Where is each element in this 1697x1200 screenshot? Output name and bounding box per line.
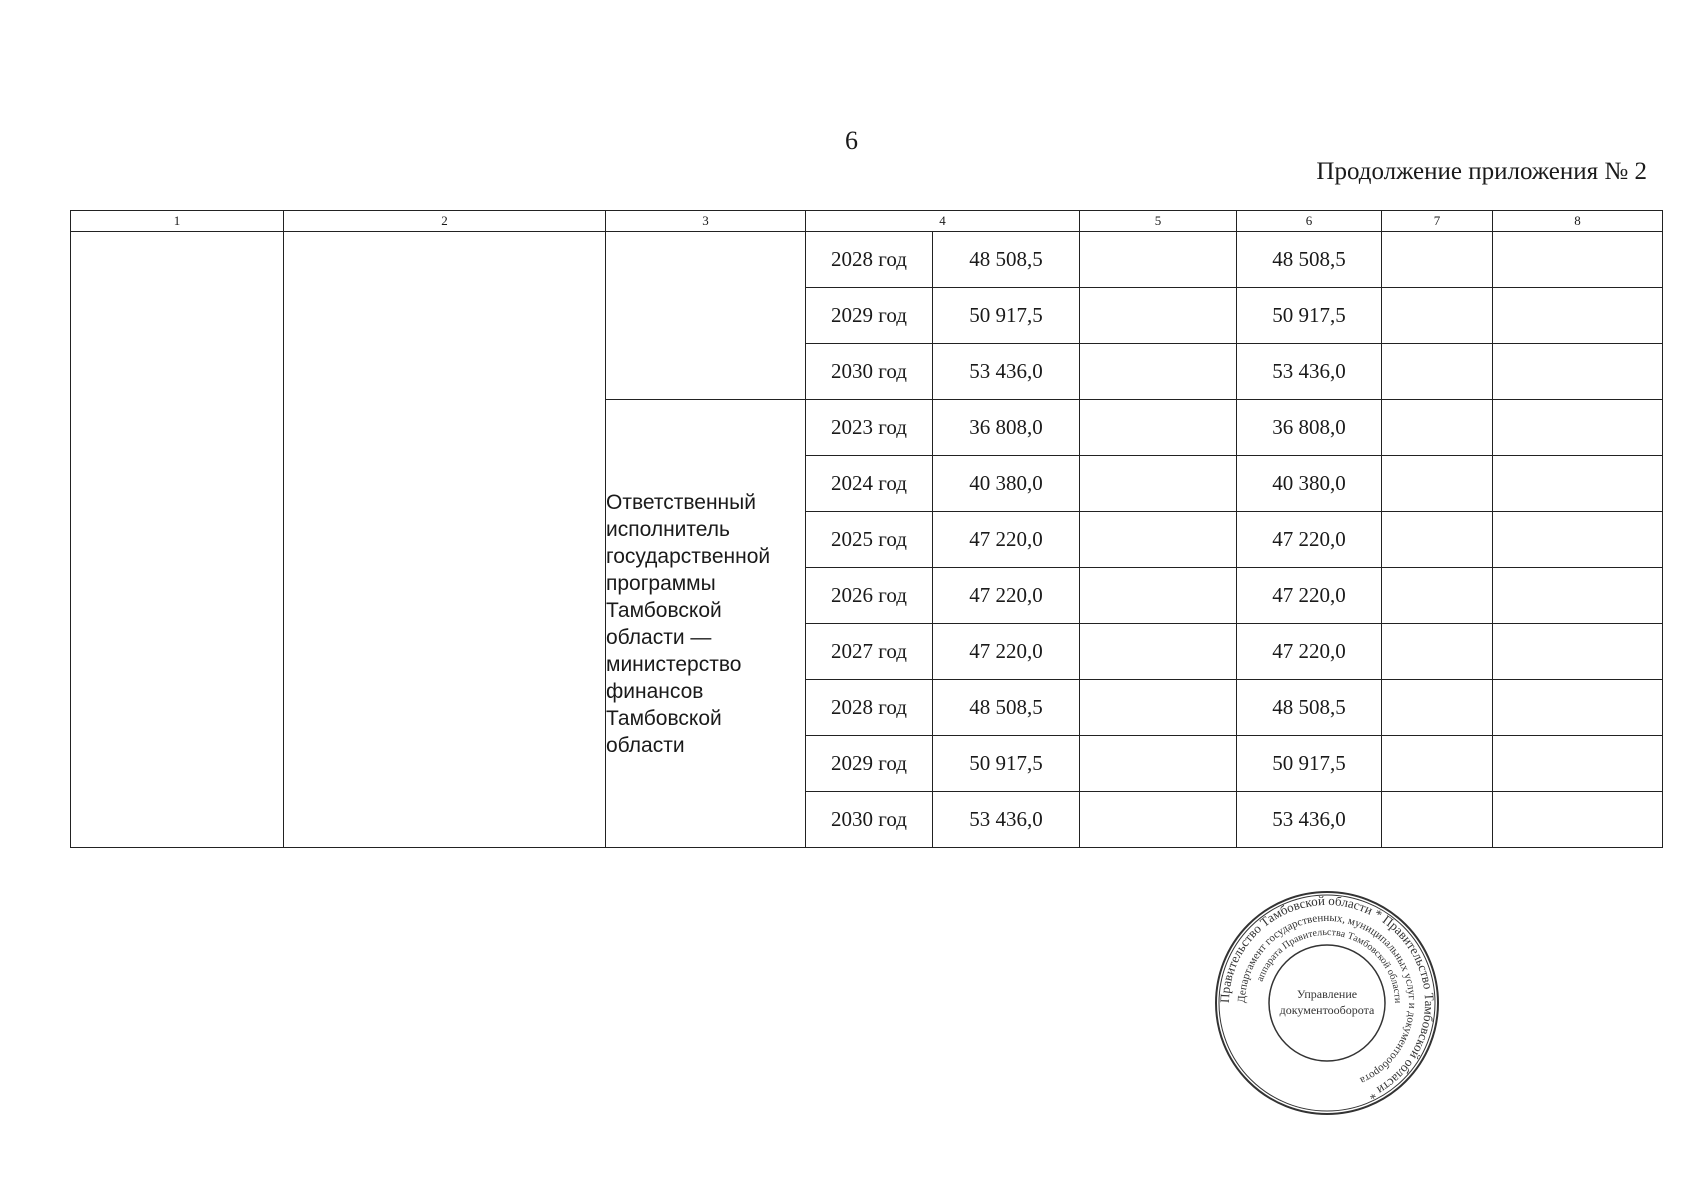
col6-cell: 50 917,5 (1237, 736, 1382, 792)
header-col-7: 7 (1382, 211, 1493, 232)
seal-outer-text: Правительство Тамбовской области * Правительство Тамбовской области * (1216, 892, 1438, 1104)
col5-cell (1080, 512, 1237, 568)
header-col-5: 5 (1080, 211, 1237, 232)
col5-cell (1080, 568, 1237, 624)
total-cell: 47 220,0 (933, 512, 1080, 568)
col5-cell (1080, 624, 1237, 680)
col5-cell (1080, 736, 1237, 792)
col7-cell (1382, 344, 1493, 400)
total-cell: 47 220,0 (933, 624, 1080, 680)
col7-cell (1382, 456, 1493, 512)
seal-inner-text: аппарата Правительства Тамбовской области (1254, 926, 1404, 1004)
header-col-1: 1 (71, 211, 284, 232)
year-cell: 2028 год (806, 680, 933, 736)
col8-cell (1493, 568, 1663, 624)
total-cell: 40 380,0 (933, 456, 1080, 512)
col8-cell (1493, 792, 1663, 848)
col8-cell (1493, 736, 1663, 792)
col8-cell (1493, 624, 1663, 680)
col7-cell (1382, 568, 1493, 624)
total-cell: 53 436,0 (933, 344, 1080, 400)
col7-cell (1382, 792, 1493, 848)
year-cell: 2030 год (806, 792, 933, 848)
year-cell: 2029 год (806, 288, 933, 344)
responsible-executor-cell: Ответственный исполнитель государственной программы Тамбовской области — министерство финансов Тамбовской области (606, 400, 806, 848)
header-col-4: 4 (806, 211, 1080, 232)
col7-cell (1382, 232, 1493, 288)
year-cell: 2024 год (806, 456, 933, 512)
col6-cell: 53 436,0 (1237, 792, 1382, 848)
total-cell: 36 808,0 (933, 400, 1080, 456)
continuation-title: Продолжение приложения № 2 (1316, 158, 1647, 185)
col2-cell (284, 232, 606, 848)
col3-empty-cell (606, 232, 806, 400)
year-cell: 2029 год (806, 736, 933, 792)
year-cell: 2028 год (806, 232, 933, 288)
col7-cell (1382, 736, 1493, 792)
header-col-6: 6 (1237, 211, 1382, 232)
col8-cell (1493, 680, 1663, 736)
header-col-3: 3 (606, 211, 806, 232)
year-cell: 2027 год (806, 624, 933, 680)
year-cell: 2030 год (806, 344, 933, 400)
col6-cell: 40 380,0 (1237, 456, 1382, 512)
col7-cell (1382, 680, 1493, 736)
col6-cell: 53 436,0 (1237, 344, 1382, 400)
col1-cell (71, 232, 284, 848)
col5-cell (1080, 288, 1237, 344)
year-cell: 2026 год (806, 568, 933, 624)
year-cell: 2023 год (806, 400, 933, 456)
col8-cell (1493, 344, 1663, 400)
col5-cell (1080, 456, 1237, 512)
col6-cell: 47 220,0 (1237, 624, 1382, 680)
header-col-2: 2 (284, 211, 606, 232)
col8-cell (1493, 288, 1663, 344)
col5-cell (1080, 792, 1237, 848)
col7-cell (1382, 288, 1493, 344)
col8-cell (1493, 232, 1663, 288)
col7-cell (1382, 624, 1493, 680)
col8-cell (1493, 512, 1663, 568)
year-cell: 2025 год (806, 512, 933, 568)
total-cell: 50 917,5 (933, 288, 1080, 344)
col5-cell (1080, 232, 1237, 288)
total-cell: 48 508,5 (933, 680, 1080, 736)
col8-cell (1493, 456, 1663, 512)
total-cell: 50 917,5 (933, 736, 1080, 792)
seal-center-line2: документооборота (1279, 1003, 1375, 1017)
total-cell: 53 436,0 (933, 792, 1080, 848)
total-cell: 47 220,0 (933, 568, 1080, 624)
col7-cell (1382, 512, 1493, 568)
col5-cell (1080, 344, 1237, 400)
col6-cell: 48 508,5 (1237, 680, 1382, 736)
header-col-8: 8 (1493, 211, 1663, 232)
page-number: 6 (845, 126, 858, 155)
seal-center-line1: Управление (1296, 987, 1358, 1001)
table-row (71, 232, 1663, 288)
col6-cell: 50 917,5 (1237, 288, 1382, 344)
col6-cell: 36 808,0 (1237, 400, 1382, 456)
col7-cell (1382, 400, 1493, 456)
col5-cell (1080, 400, 1237, 456)
col5-cell (1080, 680, 1237, 736)
seal-middle-text: Департамент государственных, муниципальных услуг и документооборота (1235, 911, 1419, 1087)
header-row (71, 211, 1663, 232)
col6-cell: 48 508,5 (1237, 232, 1382, 288)
col6-cell: 47 220,0 (1237, 512, 1382, 568)
col8-cell (1493, 400, 1663, 456)
total-cell: 48 508,5 (933, 232, 1080, 288)
budget-table (70, 210, 1663, 848)
col6-cell: 47 220,0 (1237, 568, 1382, 624)
official-seal (1212, 888, 1442, 1118)
